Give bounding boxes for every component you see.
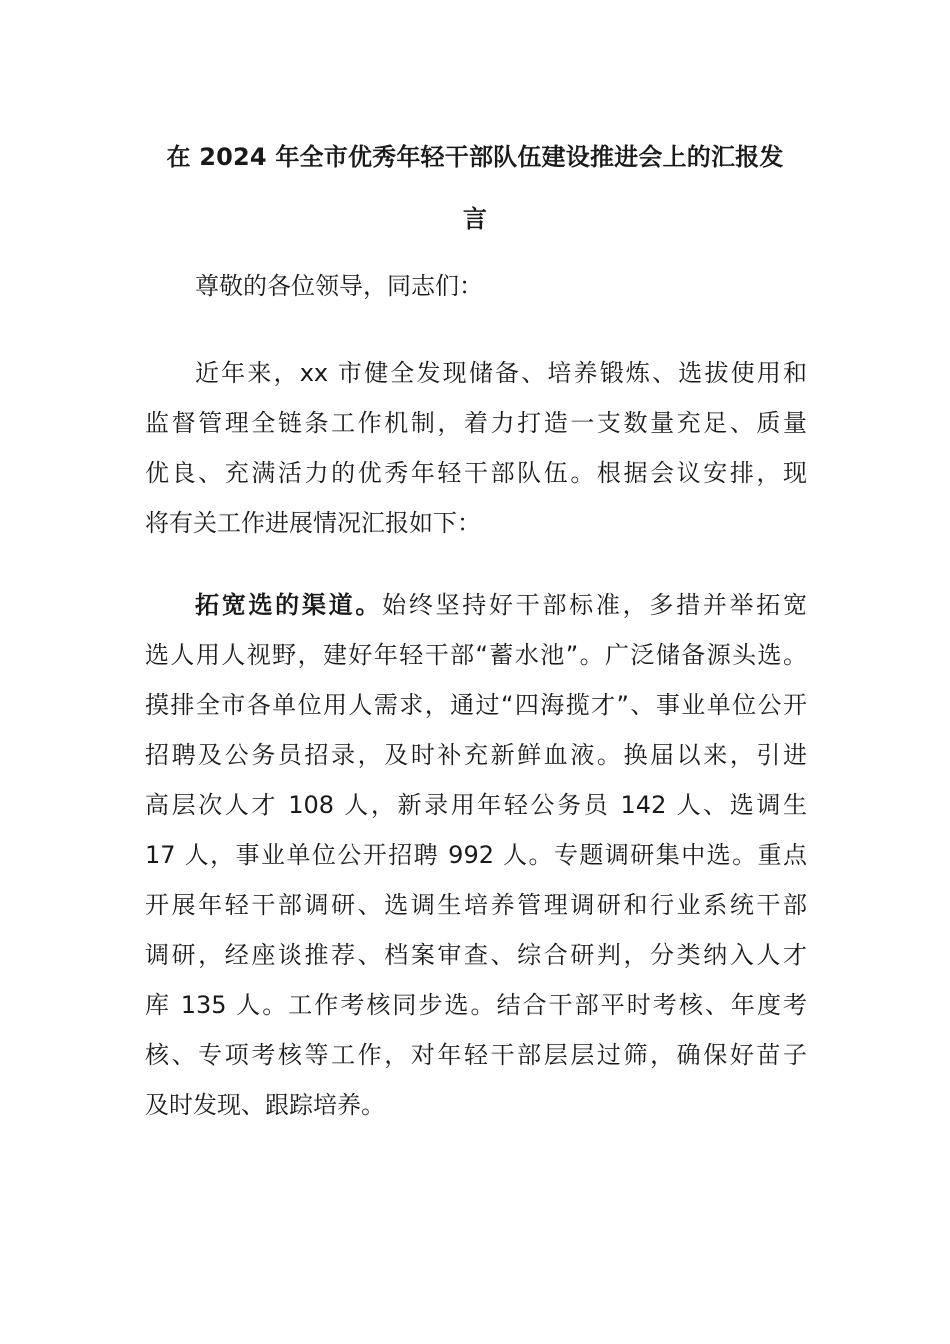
section-line: 开展年轻干部调研、选调生培养管理调研和行业系统干部 bbox=[145, 891, 807, 919]
section-line: 及时发现、跟踪培养。 bbox=[145, 1091, 385, 1119]
intro-line: 近年来，xx 市健全发现储备、培养锻炼、选拔使用和 bbox=[195, 359, 807, 387]
document-title bbox=[145, 126, 805, 250]
title-line-1: 在 2024 年全市优秀年轻干部队伍建设推进会上的汇报发 bbox=[166, 143, 784, 171]
section-line: 17 人，事业单位公开招聘 992 人。专题调研集中选。重点 bbox=[145, 841, 807, 869]
section-first-line bbox=[145, 580, 807, 630]
title-line-2: 言 bbox=[462, 205, 488, 233]
section-first-line-text: 始终坚持好干部标准，多措并举拓宽 bbox=[382, 591, 808, 619]
section-heading: 拓宽选的渠道。 bbox=[195, 591, 383, 619]
section-line: 高层次人才 108 人，新录用年轻公务员 142 人、选调生 bbox=[145, 791, 807, 819]
salutation-text: 尊敬的各位领导，同志们： bbox=[195, 272, 483, 300]
section-line: 招聘及公务员招录，及时补充新鲜血液。换届以来，引进 bbox=[145, 741, 807, 769]
salutation bbox=[145, 261, 807, 311]
section-line: 调研，经座谈推荐、档案审查、综合研判，分类纳入人才 bbox=[145, 941, 807, 969]
intro-paragraph bbox=[145, 348, 807, 548]
section-line: 选人用人视野，建好年轻干部“蓄水池”。广泛储备源头选。 bbox=[145, 641, 807, 669]
intro-line: 优良、充满活力的优秀年轻干部队伍。根据会议安排，现 bbox=[145, 459, 807, 487]
section-line: 核、专项考核等工作，对年轻干部层层过筛，确保好苗子 bbox=[145, 1041, 807, 1069]
intro-line: 监督管理全链条工作机制，着力打造一支数量充足、质量 bbox=[145, 409, 807, 437]
intro-line: 将有关工作进展情况汇报如下： bbox=[145, 509, 481, 537]
section-line: 库 135 人。工作考核同步选。结合干部平时考核、年度考 bbox=[145, 991, 807, 1019]
section-paragraph bbox=[145, 580, 807, 1130]
section-line: 摸排全市各单位用人需求，通过“四海揽才”、事业单位公开 bbox=[145, 691, 807, 719]
